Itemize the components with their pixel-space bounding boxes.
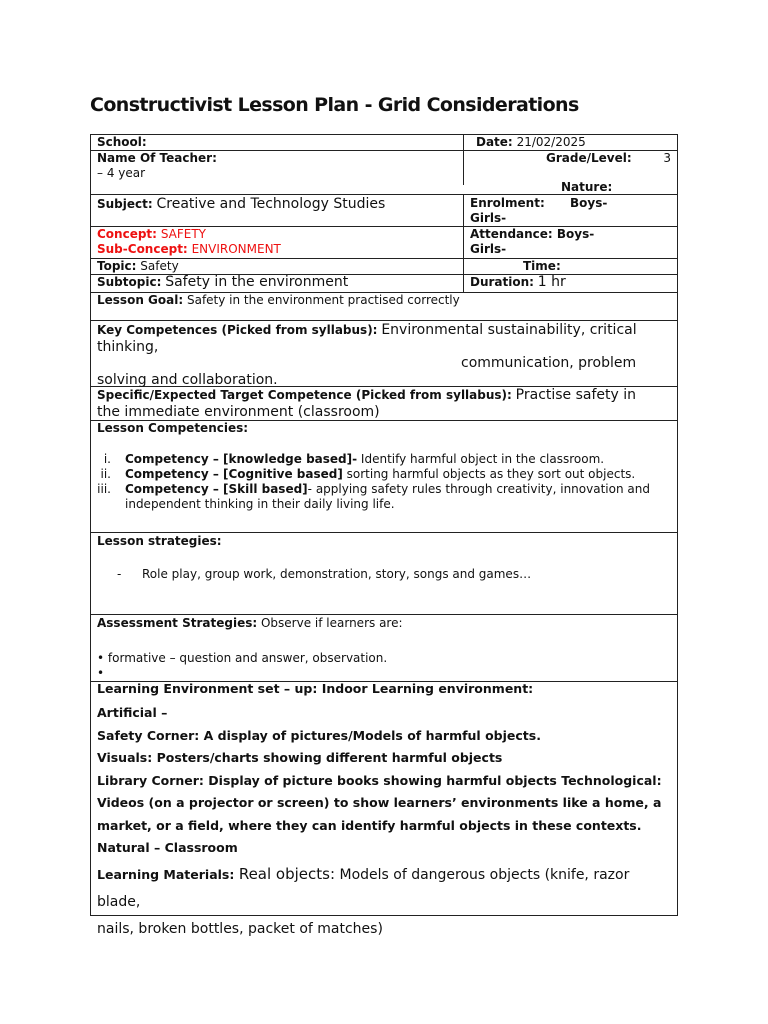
lesson-strategies-label: Lesson strategies: — [97, 534, 222, 548]
competencies-list — [97, 452, 671, 512]
grade-cell — [464, 151, 677, 194]
date-value: 21/02/2025 — [516, 135, 586, 149]
topic-value: Safety — [140, 259, 179, 273]
env-line: Natural – Classroom — [97, 840, 238, 855]
row-learning-environment — [91, 681, 677, 937]
env-line: Visuals: Posters/charts showing different harmful objects — [97, 750, 503, 765]
duration-value: 1 hr — [537, 274, 566, 290]
specific-label: Specific/Expected Target Competence (Picked from syllabus): — [97, 388, 512, 402]
assessment-bullet-text: formative – question and answer, observation. — [107, 651, 388, 665]
competency-label: Competency – [knowledge based]- — [125, 452, 358, 466]
duration-label: Duration: — [470, 275, 534, 289]
subtopic-cell — [91, 275, 464, 292]
subconcept-value: ENVIRONMENT — [191, 242, 281, 256]
assessment-bullet-1 — [97, 651, 671, 666]
bullet-icon: • — [97, 666, 105, 680]
subject-value: Creative and Technology Studies — [156, 196, 386, 212]
row-specific — [91, 387, 677, 421]
env-line: Videos (on a projector or screen) to show learners’ environments like a home, a — [97, 795, 662, 810]
strategies-value: Role play, group work, demonstration, story, songs and games… — [142, 567, 532, 581]
topic-cell — [91, 259, 464, 274]
subject-cell — [91, 195, 464, 226]
nature-label: Nature: — [561, 180, 613, 194]
concept-label: Concept: — [97, 227, 157, 241]
lesson-competencies-cell — [91, 421, 677, 532]
materials-label: Learning Materials: — [97, 866, 235, 882]
competency-label: Competency – [Skill based] — [125, 482, 308, 496]
specific-value-2: the immediate environment (classroom) — [97, 403, 380, 420]
row-lesson-strategies — [91, 533, 677, 615]
key-competences-value-3: solving and collaboration. — [97, 371, 278, 388]
dash-bullet: - — [117, 567, 122, 581]
competency-text: Identify harmful object in the classroom. — [357, 452, 605, 466]
list-item — [97, 452, 671, 467]
row-subject — [91, 195, 677, 227]
materials — [97, 861, 671, 943]
materials-real: Real objects: — [238, 864, 336, 883]
list-item — [97, 482, 671, 512]
assessment-bullet-2 — [97, 666, 671, 681]
strategies-item — [97, 567, 671, 582]
learning-environment-cell — [91, 681, 677, 937]
env-line: Artificial – — [97, 705, 168, 720]
date-label: Date: — [476, 135, 513, 149]
competency-number: i. — [103, 452, 111, 466]
topic-label: Topic: — [97, 259, 137, 273]
competency-label: Competency – [Cognitive based] — [125, 467, 343, 481]
materials-value-1: Models of dangerous objects (knife, razor blade, — [97, 866, 630, 910]
lesson-competencies-label: Lesson Competencies: — [97, 421, 249, 435]
page-title: Constructivist Lesson Plan - Grid Considerations — [90, 94, 579, 116]
competency-text: sorting harmful objects as they sort out objects. — [342, 467, 636, 481]
env-line: Safety Corner: A display of pictures/Models of harmful objects. — [97, 727, 541, 743]
row-subtopic — [91, 275, 677, 293]
specific-cell — [91, 387, 677, 420]
teacher-value: – 4 year — [97, 166, 146, 180]
concept-cell — [91, 227, 464, 258]
env-line: Library Corner: Display of picture books showing harmful objects Technological: — [97, 772, 662, 788]
env-line: market, or a field, where they can identify harmful objects in these contexts. — [97, 817, 642, 833]
teacher-cell — [91, 151, 464, 185]
row-lesson-competencies — [91, 421, 677, 533]
time-cell — [464, 259, 677, 274]
goal-value: Safety in the environment practised correctly — [186, 293, 460, 307]
enrolment-boys: Boys- — [570, 196, 608, 210]
materials-value-2: nails, broken bottles, packet of matches) — [97, 920, 383, 937]
lesson-plan-grid — [90, 134, 678, 937]
goal-cell — [91, 293, 677, 320]
attendance-cell — [464, 227, 677, 258]
subject-label: Subject: — [97, 197, 153, 211]
row-key-competences — [91, 321, 677, 387]
duration-cell — [464, 275, 677, 292]
subtopic-label: Subtopic: — [97, 275, 162, 289]
enrolment-label: Enrolment: — [470, 196, 545, 210]
specific-value-1: Practise safety in — [515, 387, 637, 403]
lesson-strategies-cell — [91, 533, 677, 614]
row-goal — [91, 293, 677, 321]
key-competences-cell — [91, 321, 677, 386]
key-competences-value-2: communication, problem — [461, 355, 637, 371]
assessment-value: Observe if learners are: — [260, 616, 403, 630]
subtopic-value: Safety in the environment — [165, 274, 349, 290]
subconcept-label: Sub-Concept: — [97, 242, 188, 256]
row-assessment — [91, 615, 677, 682]
attendance-girls: Girls- — [470, 242, 507, 256]
assessment-label: Assessment Strategies: — [97, 616, 258, 630]
grade-label: Grade/Level: — [546, 151, 632, 165]
goal-label: Lesson Goal: — [97, 293, 184, 307]
key-competences-value-1: Environmental sustainability, critical thinking, — [97, 322, 637, 355]
enrolment-cell — [464, 195, 677, 226]
date-cell — [464, 135, 677, 150]
attendance-label: Attendance: Boys- — [470, 227, 595, 241]
row-concept — [91, 227, 677, 259]
key-competences-label: Key Competences (Picked from syllabus): — [97, 323, 378, 337]
school-label: School: — [91, 135, 464, 150]
bullet-icon: • — [97, 651, 105, 665]
concept-value: SAFETY — [160, 227, 207, 241]
time-label: Time: — [523, 259, 561, 273]
competency-number: ii. — [100, 467, 111, 481]
list-item — [97, 467, 671, 482]
row-teacher — [91, 151, 677, 195]
row-school — [91, 135, 677, 151]
teacher-label: Name Of Teacher: — [97, 151, 217, 165]
row-topic — [91, 259, 677, 275]
competency-text: - applying safety rules through creativity, innovation and independent thinking in their daily living life. — [125, 482, 650, 511]
env-line: Learning Environment set – up: Indoor Learning environment: — [97, 681, 534, 696]
competency-number: iii. — [97, 482, 111, 496]
assessment-cell — [91, 615, 677, 681]
enrolment-girls: Girls- — [470, 211, 507, 225]
grade-value: 3 — [663, 151, 671, 165]
